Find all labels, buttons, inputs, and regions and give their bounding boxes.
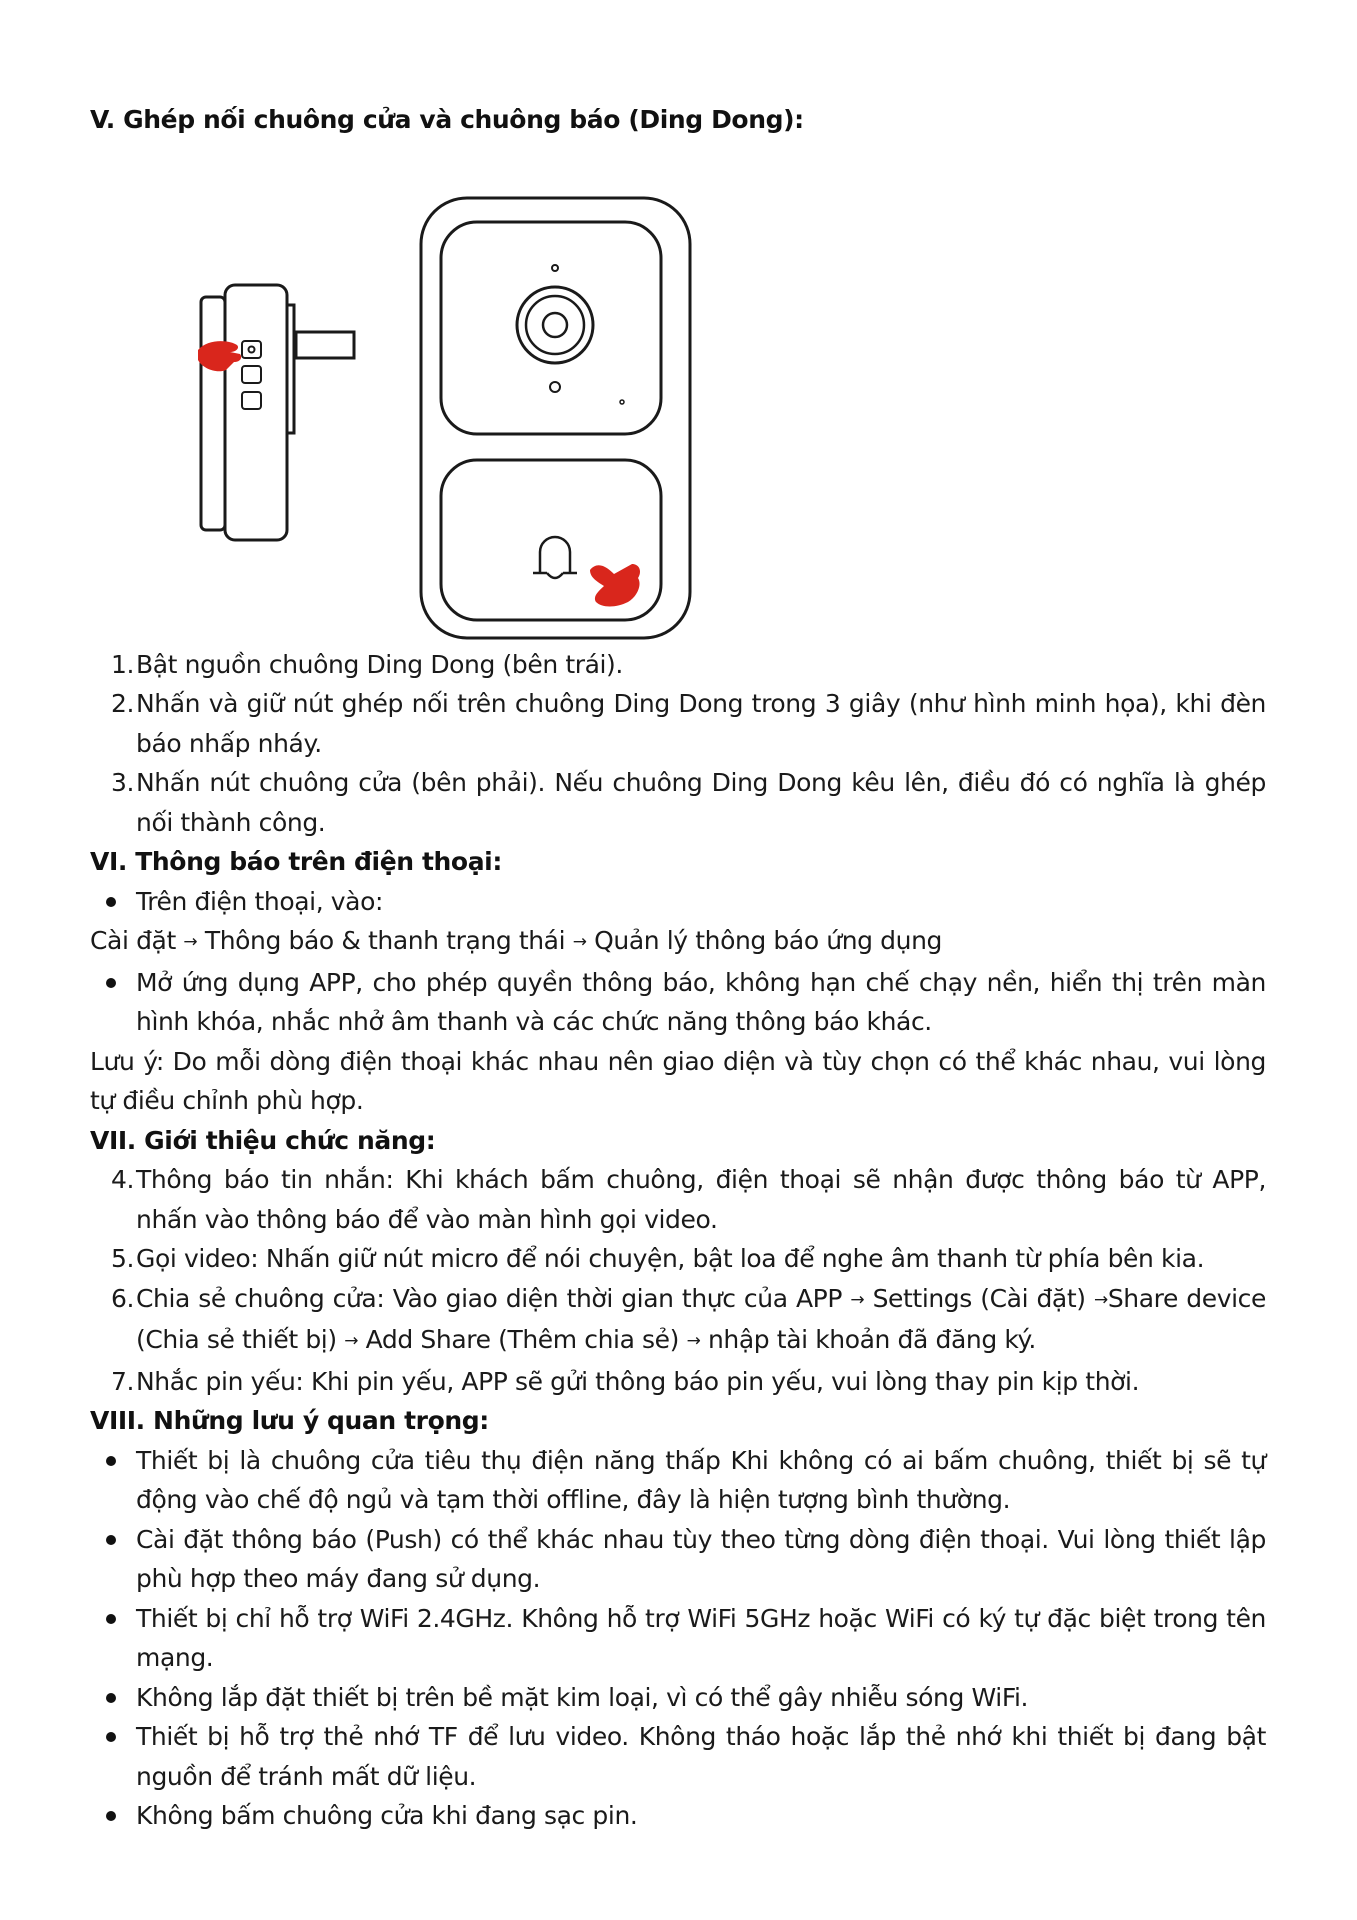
press-hand-icon-right [590, 564, 640, 607]
feature-item: 4. Thông báo tin nhắn: Khi khách bấm chuông, điện thoại sẽ nhận được thông báo từ APP, nhấn vào thông báo để vào màn hình gọi video. [111, 1165, 1266, 1234]
chime-volume-button [242, 366, 261, 383]
bullet-icon [106, 978, 116, 988]
arrow-right-icon: → [572, 932, 587, 952]
bullet-icon [106, 897, 116, 907]
list-item: Thiết bị chỉ hỗ trợ WiFi 2.4GHz. Không hỗ trợ WiFi 5GHz hoặc WiFi có ký tự đặc biệt trong tên mạng. [90, 1599, 1266, 1678]
ir-led [550, 382, 560, 392]
doorbell-icon [421, 198, 690, 638]
bullet-icon [106, 1535, 116, 1545]
doorbell-camera-panel [441, 222, 661, 434]
arrow-right-icon: → [1093, 1289, 1108, 1310]
list-item: Cài đặt thông báo (Push) có thể khác nhau tùy theo từng dòng điện thoại. Vui lòng thiết lập phù hợp theo máy đang sử dụng. [90, 1520, 1266, 1599]
chime-plug-prong [296, 332, 354, 358]
bell-icon [533, 537, 577, 578]
feature-list [90, 1160, 1266, 1401]
phone-notification-list [90, 882, 1266, 922]
note-paragraph: Lưu ý: Do mỗi dòng điện thoại khác nhau nên giao diện và tùy chọn có thể khác nhau, vui lòng tự điều chỉnh phù hợp. [90, 1046, 1266, 1115]
chime-receiver-icon [201, 285, 354, 540]
bullet-icon [106, 1693, 116, 1703]
chime-body [225, 285, 287, 540]
phone-notification-list-2 [90, 963, 1266, 1042]
list-item: Mở ứng dụng APP, cho phép quyền thông báo, không hạn chế chạy nền, hiển thị trên màn hình khóa, nhắc nhở âm thanh và các chức năng thông báo khác. [90, 963, 1266, 1042]
section-7-heading: VII. Giới thiệu chức năng: [90, 1125, 436, 1155]
settings-path: Cài đặt → Thông báo & thanh trạng thái → Quản lý thông báo ứng dụng [90, 926, 942, 955]
pairing-step: 1. Bật nguồn chuông Ding Dong (bên trái). [111, 649, 623, 679]
section-6-heading: VI. Thông báo trên điện thoại: [90, 847, 502, 876]
pairing-steps [90, 645, 1266, 843]
document-page [90, 100, 1266, 1836]
section-5-heading: V. Ghép nối chuông cửa và chuông báo (Ding Dong): [90, 105, 804, 134]
list-item: Thiết bị là chuông cửa tiêu thụ điện năng thấp Khi không có ai bấm chuông, thiết bị sẽ tự động vào chế độ ngủ và tạm thời offline, đây là hiện tượng bình thường. [90, 1441, 1266, 1520]
chime-back-plate [201, 297, 225, 530]
press-hand-icon-left [198, 341, 241, 371]
list-item: Trên điện thoại, vào: [90, 882, 1266, 922]
section-8-heading: VIII. Những lưu ý quan trọng: [90, 1406, 489, 1435]
bullet-icon [106, 1732, 116, 1742]
chime-music-button [242, 392, 261, 409]
camera-ring-outer [517, 287, 593, 363]
light-sensor [552, 265, 558, 271]
arrow-right-icon: → [344, 1331, 359, 1351]
feature-item: 5. Gọi video: Nhấn giữ nút micro để nói chuyện, bật loa để nghe âm thanh từ phía bên kia. [111, 1244, 1205, 1273]
arrow-right-icon: → [686, 1331, 701, 1351]
arrow-right-icon: → [850, 1289, 865, 1310]
pairing-step: 3. Nhấn nút chuông cửa (bên phải). Nếu chuông Ding Dong kêu lên, điều đó có nghĩa là ghép nối thành công. [111, 768, 1266, 837]
bullet-icon [106, 1614, 116, 1624]
pairing-illustration [90, 140, 1266, 645]
mic-hole [620, 400, 624, 404]
camera-lens [543, 313, 567, 337]
doorbell-outer [421, 198, 690, 638]
pairing-diagram [90, 140, 790, 645]
pairing-step: 2. Nhấn và giữ nút ghép nối trên chuông Ding Dong trong 3 giây (như hình minh họa), khi đèn báo nhấp nháy. [111, 689, 1266, 758]
chime-pair-button [242, 341, 261, 358]
bullet-icon [106, 1456, 116, 1466]
arrow-right-icon: → [183, 932, 198, 952]
chime-side-rail [287, 305, 294, 433]
list-item: Không lắp đặt thiết bị trên bề mặt kim loại, vì có thể gây nhiễu sóng WiFi. [90, 1678, 1266, 1718]
feature-item: 6. Chia sẻ chuông cửa: Vào giao diện thời gian thực của APP → Settings (Cài đặt) →Share device (Chia sẻ thiết bị) → Add Share (Thêm chia sẻ) → nhập tài khoản đã đăng ký. [111, 1283, 1267, 1354]
list-item: Không bấm chuông cửa khi đang sạc pin. [90, 1796, 1266, 1836]
important-notes-list [90, 1441, 1266, 1836]
feature-item: 7. Nhắc pin yếu: Khi pin yếu, APP sẽ gửi thông báo pin yếu, vui lòng thay pin kịp thời. [111, 1366, 1140, 1396]
list-item: Thiết bị hỗ trợ thẻ nhớ TF để lưu video. Không tháo hoặc lắp thẻ nhớ khi thiết bị đang bật nguồn để tránh mất dữ liệu. [90, 1717, 1266, 1796]
bullet-icon [106, 1811, 116, 1821]
